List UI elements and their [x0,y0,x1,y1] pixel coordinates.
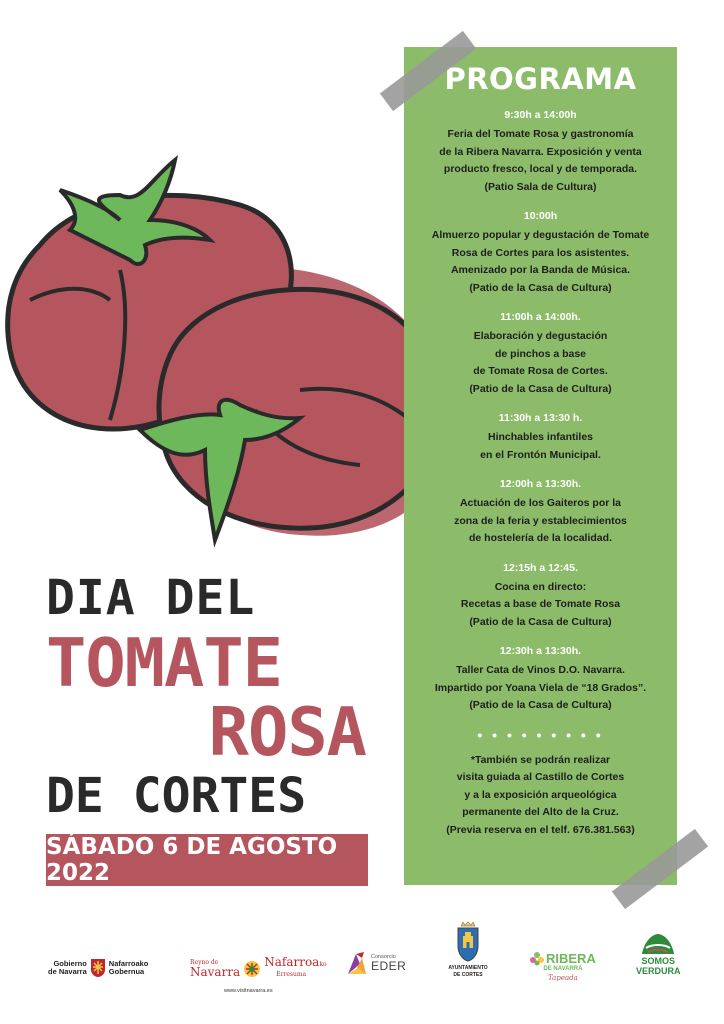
logo-ribera-navarra [530,952,596,983]
event-line: Feria del Tomate Rosa y gastronomía [447,128,634,140]
program-event [404,561,677,632]
logo-consorcio-eder [346,950,406,976]
ayto-line-2: DE CORTES [453,972,483,978]
event-line: Rosa de Cortes para los asistentes. [451,246,630,259]
event-line: (Patio de la Casa de Cultura) [469,382,612,395]
event-line: Cocina en directo: [494,580,587,593]
gobierno-line-1: Gobierno [53,959,87,968]
program-note [404,752,677,840]
ribera-small: DE NAVARRA [543,966,583,972]
ribera-big: RIBERA [546,951,596,966]
logo-somos-verdura [636,932,681,976]
event-line: Impartido por Yoana Viela de “18 Grados”. [434,681,647,694]
erresuma: Erresuma [276,971,307,978]
logo-gobierno-navarra [48,958,148,978]
event-line: Almuerzo popular y degustación de Tomate [431,229,650,241]
reyno-small: Reyno de [190,959,219,966]
somos-line-1: SOMOS [641,956,676,966]
gobierno-line-2: de Navarra [48,967,87,976]
event-time: 12:00h a 13:30h. [499,478,582,490]
program-event [404,310,677,398]
title-line-2: TOMATE [46,624,283,702]
title-line-3: ROSA [208,693,366,771]
nafarroa-suffix: ko [319,961,327,968]
event-line: de pinchos a base [494,347,587,360]
note-line: visita guiada al Castillo de Cortes [456,771,625,783]
eder-logo-icon [346,950,368,976]
event-line: (Patio de la Casa de Cultura) [469,699,612,711]
event-line: en el Frontón Municipal. [480,448,601,461]
event-time: 10:00h [523,210,558,222]
visit-url: www.visitnavarra.es [224,988,273,994]
nafarroa: Nafarroa [264,955,320,969]
separator-dots: • • • • • • • • • [477,726,604,743]
event-date: SÁBADO 6 DE AGOSTO 2022 [46,834,368,886]
gobierno-eu-line-2: Gobernua [108,967,145,976]
sponsor-logos [0,920,724,1000]
event-time: 12:15h a 12:45. [503,561,578,574]
tomatoes-illustration [0,150,460,550]
event-line: de la Ribera Navarra. Exposición y venta [439,145,642,158]
title-line-4: DE CORTES [46,768,307,824]
event-line: Elaboración y degustación [473,330,608,342]
note-line: permanente del Alto de la Cruz. [462,806,619,818]
navarra-shield-icon [90,958,106,978]
event-line: Amenizado por la Banda de Música. [450,264,631,276]
somos-verdura-icon [640,932,676,956]
event-line: de hostelería de la localidad. [469,532,612,544]
reyno-emblem-icon [243,960,261,978]
gobierno-eu-line-1: Nafarroako [108,959,149,968]
reyno-big: Navarra [190,965,241,979]
program-event [404,108,677,196]
program-heading: PROGRAMA [444,62,637,96]
ribera-script: Tapeada [548,974,578,982]
program-event [404,411,677,464]
logo-reyno-navarra [190,956,327,994]
event-line: zona de la feria y establecimientos [454,514,627,527]
event-line: de Tomate Rosa de Cortes. [473,365,608,377]
note-line: *También se podrán realizar [470,753,611,766]
program-event [404,644,677,715]
program-event [404,477,677,548]
eder-big: EDER [371,959,407,973]
event-time: 9:30h a 14:00h [504,109,577,121]
event-line: Actuación de los Gaiteros por la [459,497,622,509]
ayto-line-1: AYUNTAMIENTO [448,965,488,971]
cortes-coat-of-arms-icon [455,922,481,962]
event-line: (Patio de la Casa de Cultura) [469,615,612,628]
logo-ayuntamiento-cortes [440,922,496,979]
event-line: Recetas a base de Tomate Rosa [460,598,621,610]
event-line: Taller Cata de Vinos D.O. Navarra. [456,664,625,676]
title-line-1: DIA DEL [46,570,256,626]
note-line: y a la exposición arqueológica [464,788,617,801]
event-line: Hinchables infantiles [487,431,594,443]
tomato-right [159,289,440,528]
event-line: (Patio Sala de Cultura) [484,180,597,193]
event-line: producto fresco, local y de temporada. [443,163,638,175]
eder-small: Consorcio [371,954,396,960]
event-time: 11:30h a 13:30 h. [498,412,583,424]
program-event [404,209,677,297]
program-panel [404,47,677,885]
event-title [46,570,376,824]
event-line: (Patio de la Casa de Cultura) [469,281,612,294]
event-time: 11:00h a 14:00h. [500,311,581,323]
ribera-flower-icon [530,952,544,966]
somos-line-2: VERDURA [636,966,681,976]
event-time: 12:30h a 13:30h. [499,645,582,657]
note-line: (Previa reserva en el telf. 676.381.563) [446,823,635,836]
